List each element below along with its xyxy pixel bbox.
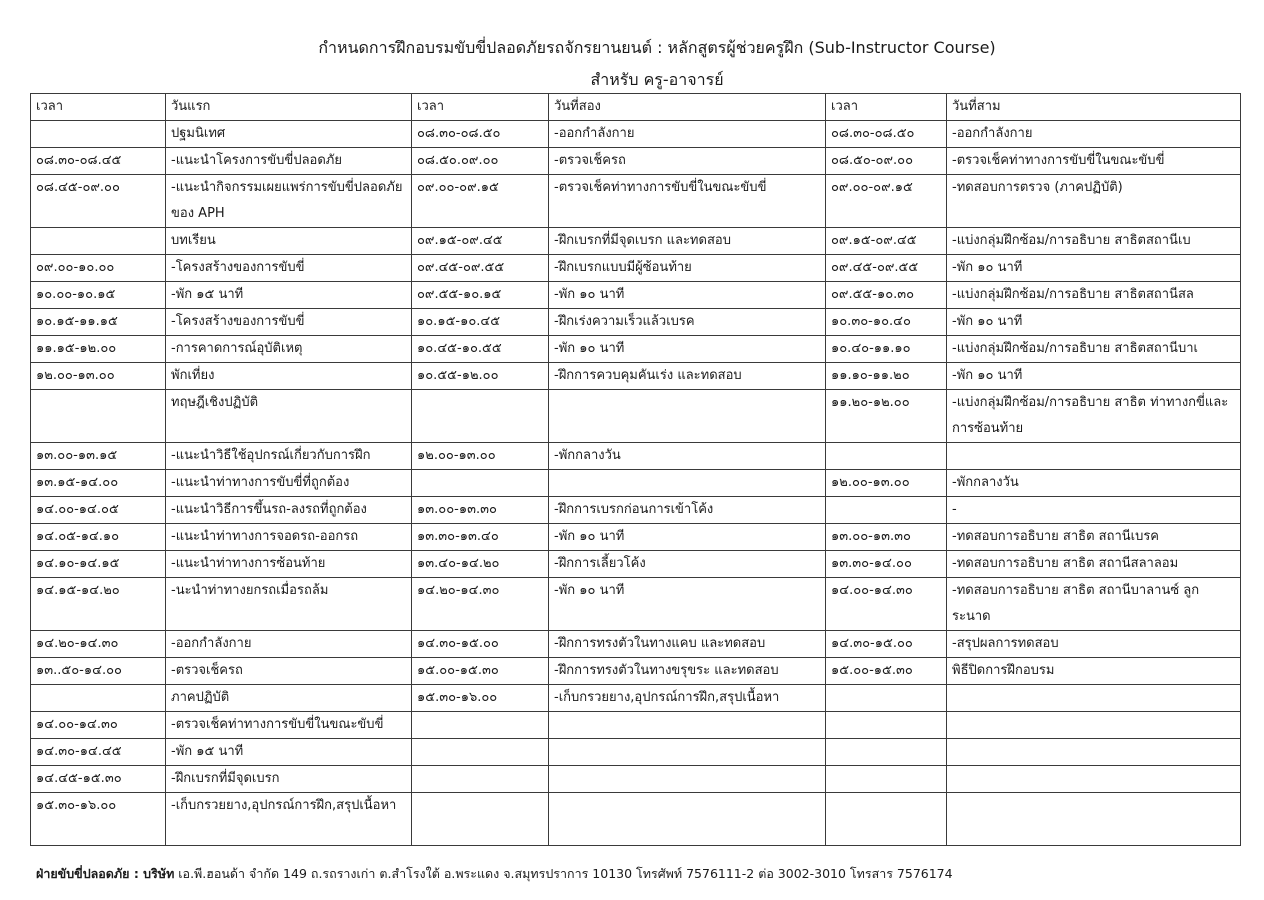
cell-activity-day1: -แนะนำท่าทางการจอดรถ-ออกรถ bbox=[166, 524, 412, 551]
cell-time-day3: ๑๑.๒๐-๑๒.๐๐ bbox=[826, 390, 947, 443]
cell-activity-day3 bbox=[947, 766, 1241, 793]
cell-activity-day3 bbox=[947, 793, 1241, 846]
cell-activity-day2: -ฝึกการเบรกก่อนการเข้าโค้ง bbox=[549, 497, 826, 524]
cell-time-day1: ๑๔.๐๐-๑๔.๓๐ bbox=[31, 712, 166, 739]
cell-time-day2: ๑๔.๒๐-๑๔.๓๐ bbox=[412, 578, 549, 631]
cell-time-day1: ๐๘.๔๕-๐๙.๐๐ bbox=[31, 175, 166, 228]
cell-activity-day2: -พัก ๑๐ นาที bbox=[549, 336, 826, 363]
cell-time-day2: ๑๓.๔๐-๑๔.๒๐ bbox=[412, 551, 549, 578]
cell-activity-day3: -พัก ๑๐ นาที bbox=[947, 309, 1241, 336]
cell-activity-day3 bbox=[947, 685, 1241, 712]
cell-activity-day3 bbox=[947, 443, 1241, 470]
footer-contact bbox=[36, 864, 953, 884]
cell-time-day3: ๐๙.๐๐-๐๙.๑๕ bbox=[826, 175, 947, 228]
cell-activity-day2: -พัก ๑๐ นาที bbox=[549, 282, 826, 309]
cell-time-day2: ๑๓.๐๐-๑๓.๓๐ bbox=[412, 497, 549, 524]
cell-time-day3: ๐๙.๔๕-๐๙.๕๕ bbox=[826, 255, 947, 282]
cell-time-day2: ๐๙.๑๕-๐๙.๔๕ bbox=[412, 228, 549, 255]
table-row bbox=[31, 793, 1241, 846]
table-row bbox=[31, 578, 1241, 631]
cell-time-day1: ๑๐.๑๕-๑๑.๑๕ bbox=[31, 309, 166, 336]
cell-time-day1: ๑๔.๐๕-๑๔.๑๐ bbox=[31, 524, 166, 551]
cell-activity-day2: -ฝึกเบรกแบบมีผู้ซ้อนท้าย bbox=[549, 255, 826, 282]
cell-time-day1 bbox=[31, 121, 166, 148]
cell-time-day3: ๐๙.๑๕-๐๙.๔๕ bbox=[826, 228, 947, 255]
cell-activity-day2 bbox=[549, 766, 826, 793]
cell-activity-day3: - bbox=[947, 497, 1241, 524]
cell-activity-day2 bbox=[549, 470, 826, 497]
cell-activity-day1: -นะนำท่าทางยกรถเมื่อรถล้ม bbox=[166, 578, 412, 631]
cell-time-day1: ๑๔.๐๐-๑๔.๐๕ bbox=[31, 497, 166, 524]
cell-time-day3: ๐๙.๕๕-๑๐.๓๐ bbox=[826, 282, 947, 309]
cell-time-day2: ๑๐.๑๕-๑๐.๔๕ bbox=[412, 309, 549, 336]
cell-activity-day2: -ฝึกเบรกที่มีจุดเบรก และทดสอบ bbox=[549, 228, 826, 255]
cell-time-day2 bbox=[412, 470, 549, 497]
cell-time-day3 bbox=[826, 497, 947, 524]
table-row bbox=[31, 470, 1241, 497]
cell-activity-day1: ภาคปฏิบัติ bbox=[166, 685, 412, 712]
cell-activity-day1: ทฤษฎีเชิงปฏิบัติ bbox=[166, 390, 412, 443]
cell-time-day3 bbox=[826, 793, 947, 846]
cell-time-day1: ๑๓..๕๐-๑๔.๐๐ bbox=[31, 658, 166, 685]
cell-time-day2: ๐๙.๔๕-๐๙.๕๕ bbox=[412, 255, 549, 282]
table-row bbox=[31, 443, 1241, 470]
cell-activity-day2: -พัก ๑๐ นาที bbox=[549, 524, 826, 551]
cell-time-day1: ๐๙.๐๐-๑๐.๐๐ bbox=[31, 255, 166, 282]
cell-time-day2: ๐๙.๕๕-๑๐.๑๕ bbox=[412, 282, 549, 309]
table-row bbox=[31, 658, 1241, 685]
cell-time-day2 bbox=[412, 739, 549, 766]
cell-time-day3 bbox=[826, 712, 947, 739]
cell-activity-day3: -ตรวจเช็คท่าทางการขับขี่ในขณะขับขี่ bbox=[947, 148, 1241, 175]
cell-activity-day2 bbox=[549, 712, 826, 739]
cell-activity-day2: -ฝึกการควบคุมคันเร่ง และทดสอบ bbox=[549, 363, 826, 390]
cell-time-day2: ๑๕.๓๐-๑๖.๐๐ bbox=[412, 685, 549, 712]
cell-time-day3 bbox=[826, 443, 947, 470]
cell-activity-day1: -ออกกำลังกาย bbox=[166, 631, 412, 658]
cell-activity-day1: -โครงสร้างของการขับขี่ bbox=[166, 309, 412, 336]
header-day1: วันแรก bbox=[166, 94, 412, 121]
cell-activity-day2: -ฝึกการทรงตัวในทางขรุขระ และทดสอบ bbox=[549, 658, 826, 685]
cell-activity-day1: -พัก ๑๕ นาที bbox=[166, 282, 412, 309]
cell-time-day2: ๑๐.๕๕-๑๒.๐๐ bbox=[412, 363, 549, 390]
cell-activity-day1: -ตรวจเช็ครถ bbox=[166, 658, 412, 685]
table-row bbox=[31, 363, 1241, 390]
cell-activity-day1: -แนะนำวิธีการขึ้นรถ-ลงรถที่ถูกต้อง bbox=[166, 497, 412, 524]
cell-time-day3: ๑๑.๑๐-๑๑.๒๐ bbox=[826, 363, 947, 390]
cell-time-day1: ๑๔.๓๐-๑๔.๔๕ bbox=[31, 739, 166, 766]
table-row bbox=[31, 497, 1241, 524]
cell-activity-day3: -ทดสอบการอธิบาย สาธิต สถานีเบรค bbox=[947, 524, 1241, 551]
cell-activity-day2: -พักกลางวัน bbox=[549, 443, 826, 470]
cell-activity-day3: -สรุปผลการทดสอบ bbox=[947, 631, 1241, 658]
cell-activity-day3: -แบ่งกลุ่มฝึกซ้อม/การอธิบาย สาธิตสถานีบาเ bbox=[947, 336, 1241, 363]
table-header-row bbox=[31, 94, 1241, 121]
cell-time-day3: ๑๓.๓๐-๑๔.๐๐ bbox=[826, 551, 947, 578]
cell-time-day2 bbox=[412, 793, 549, 846]
header-time-day2: เวลา bbox=[412, 94, 549, 121]
cell-activity-day2: -ฝึกการทรงตัวในทางแคบ และทดสอบ bbox=[549, 631, 826, 658]
cell-time-day2: ๑๔.๓๐-๑๕.๐๐ bbox=[412, 631, 549, 658]
header-day3: วันที่สาม bbox=[947, 94, 1241, 121]
cell-activity-day3: -ทดสอบการตรวจ (ภาคปฏิบัติ) bbox=[947, 175, 1241, 228]
cell-activity-day2: -เก็บกรวยยาง,อุปกรณ์การฝึก,สรุปเนื้อหา bbox=[549, 685, 826, 712]
cell-activity-day1: -แนะนำท่าทางการซ้อนท้าย bbox=[166, 551, 412, 578]
cell-time-day3: ๐๘.๓๐-๐๘.๕๐ bbox=[826, 121, 947, 148]
cell-time-day2: ๑๐.๔๕-๑๐.๕๕ bbox=[412, 336, 549, 363]
cell-activity-day2: -ตรวจเช็ครถ bbox=[549, 148, 826, 175]
table-row bbox=[31, 282, 1241, 309]
cell-activity-day1: -แนะนำวิธีใช้อุปกรณ์เกี่ยวกับการฝึก bbox=[166, 443, 412, 470]
header-time-day1: เวลา bbox=[31, 94, 166, 121]
cell-activity-day3: -แบ่งกลุ่มฝึกซ้อม/การอธิบาย สาธิตสถานีเบ bbox=[947, 228, 1241, 255]
cell-activity-day1: -ฝึกเบรกที่มีจุดเบรก bbox=[166, 766, 412, 793]
table-row bbox=[31, 712, 1241, 739]
table-row bbox=[31, 631, 1241, 658]
cell-time-day3: ๑๓.๐๐-๑๓.๓๐ bbox=[826, 524, 947, 551]
cell-activity-day1: ปฐมนิเทศ bbox=[166, 121, 412, 148]
cell-activity-day2: -พัก ๑๐ นาที bbox=[549, 578, 826, 631]
header-day2: วันที่สอง bbox=[549, 94, 826, 121]
cell-activity-day1: พักเที่ยง bbox=[166, 363, 412, 390]
cell-time-day1: ๑๒.๐๐-๑๓.๐๐ bbox=[31, 363, 166, 390]
cell-time-day3 bbox=[826, 739, 947, 766]
cell-time-day3: ๑๒.๐๐-๑๓.๐๐ bbox=[826, 470, 947, 497]
cell-time-day3: ๑๐.๓๐-๑๐.๔๐ bbox=[826, 309, 947, 336]
cell-time-day1: ๑๑.๑๕-๑๒.๐๐ bbox=[31, 336, 166, 363]
cell-activity-day2 bbox=[549, 390, 826, 443]
footer-label: ฝ่ายขับขี่ปลอดภัย : บริษัท bbox=[36, 866, 175, 881]
cell-activity-day3: -พักกลางวัน bbox=[947, 470, 1241, 497]
cell-time-day1: ๑๔.๑๕-๑๔.๒๐ bbox=[31, 578, 166, 631]
table-row bbox=[31, 255, 1241, 282]
cell-time-day1: ๑๓.๑๕-๑๔.๐๐ bbox=[31, 470, 166, 497]
table-row bbox=[31, 551, 1241, 578]
cell-activity-day2: -ฝึกเร่งความเร็วแล้วเบรค bbox=[549, 309, 826, 336]
cell-activity-day2: -ตรวจเช็คท่าทางการขับขี่ในขณะขับขี่ bbox=[549, 175, 826, 228]
cell-time-day1 bbox=[31, 390, 166, 443]
cell-activity-day3: -ออกกำลังกาย bbox=[947, 121, 1241, 148]
cell-activity-day3: -แบ่งกลุ่มฝึกซ้อม/การอธิบาย สาธิตสถานีสล bbox=[947, 282, 1241, 309]
cell-activity-day1: -แนะนำท่าทางการขับขี่ที่ถูกต้อง bbox=[166, 470, 412, 497]
table-row bbox=[31, 175, 1241, 228]
cell-time-day3: ๑๔.๐๐-๑๔.๓๐ bbox=[826, 578, 947, 631]
cell-time-day3: ๑๐.๔๐-๑๑.๑๐ bbox=[826, 336, 947, 363]
cell-time-day2: ๑๒.๐๐-๑๓.๐๐ bbox=[412, 443, 549, 470]
cell-time-day3: ๐๘.๕๐-๐๙.๐๐ bbox=[826, 148, 947, 175]
cell-time-day3 bbox=[826, 766, 947, 793]
table-row bbox=[31, 390, 1241, 443]
cell-activity-day3: -พัก ๑๐ นาที bbox=[947, 255, 1241, 282]
table-row bbox=[31, 148, 1241, 175]
cell-activity-day3: พิธีปิดการฝึกอบรม bbox=[947, 658, 1241, 685]
cell-activity-day1: -โครงสร้างของการขับขี่ bbox=[166, 255, 412, 282]
cell-time-day3 bbox=[826, 685, 947, 712]
cell-time-day2 bbox=[412, 712, 549, 739]
cell-time-day2 bbox=[412, 766, 549, 793]
cell-activity-day3: -พัก ๑๐ นาที bbox=[947, 363, 1241, 390]
cell-activity-day2: -ฝึกการเลี้ยวโค้ง bbox=[549, 551, 826, 578]
cell-activity-day1: -เก็บกรวยยาง,อุปกรณ์การฝึก,สรุปเนื้อหา bbox=[166, 793, 412, 846]
cell-time-day1 bbox=[31, 685, 166, 712]
cell-activity-day1: -การคาดการณ์อุบัติเหตุ bbox=[166, 336, 412, 363]
cell-activity-day2 bbox=[549, 739, 826, 766]
cell-activity-day3 bbox=[947, 712, 1241, 739]
cell-activity-day1: บทเรียน bbox=[166, 228, 412, 255]
cell-time-day1 bbox=[31, 228, 166, 255]
cell-activity-day3 bbox=[947, 739, 1241, 766]
cell-activity-day2 bbox=[549, 793, 826, 846]
cell-time-day1: ๑๐.๐๐-๑๐.๑๕ bbox=[31, 282, 166, 309]
table-row bbox=[31, 685, 1241, 712]
document-subtitle: สำหรับ ครู-อาจารย์ bbox=[590, 70, 724, 89]
cell-time-day2: ๐๘.๕๐.๐๙.๐๐ bbox=[412, 148, 549, 175]
cell-activity-day3: -ทดสอบการอธิบาย สาธิต สถานีบาลานซ์ ลูกระนาด bbox=[947, 578, 1241, 631]
cell-activity-day1: -แนะนำกิจกรรมเผยแพร่การขับขี่ปลอดภัยของ APH bbox=[166, 175, 412, 228]
cell-time-day2 bbox=[412, 390, 549, 443]
cell-activity-day1: -ตรวจเช็คท่าทางการขับขี่ในขณะขับขี่ bbox=[166, 712, 412, 739]
cell-time-day1: ๐๘.๓๐-๐๘.๔๕ bbox=[31, 148, 166, 175]
table-row bbox=[31, 524, 1241, 551]
cell-activity-day2: -ออกกำลังกาย bbox=[549, 121, 826, 148]
cell-time-day1: ๑๔.๑๐-๑๔.๑๕ bbox=[31, 551, 166, 578]
cell-time-day2: ๑๓.๓๐-๑๓.๔๐ bbox=[412, 524, 549, 551]
cell-activity-day3: -ทดสอบการอธิบาย สาธิต สถานีสลาลอม bbox=[947, 551, 1241, 578]
header-time-day3: เวลา bbox=[826, 94, 947, 121]
table-row bbox=[31, 336, 1241, 363]
cell-time-day3: ๑๔.๓๐-๑๕.๐๐ bbox=[826, 631, 947, 658]
table-row bbox=[31, 121, 1241, 148]
document-title: กำหนดการฝึกอบรมขับขี่ปลอดภัยรถจักรยานยนต์ : หลักสูตรผู้ช่วยครูฝึก (Sub-Instructor Course) bbox=[318, 38, 996, 57]
cell-time-day1: ๑๕.๓๐-๑๖.๐๐ bbox=[31, 793, 166, 846]
cell-time-day2: ๑๕.๐๐-๑๕.๓๐ bbox=[412, 658, 549, 685]
cell-time-day2: ๐๙.๐๐-๐๙.๑๕ bbox=[412, 175, 549, 228]
schedule-table bbox=[30, 93, 1241, 846]
table-row bbox=[31, 766, 1241, 793]
cell-activity-day3: -แบ่งกลุ่มฝึกซ้อม/การอธิบาย สาธิต ท่าทางกขี่และการซ้อนท้าย bbox=[947, 390, 1241, 443]
footer-address: เอ.พี.ฮอนด้า จำกัด 149 ถ.รถรางเก่า ต.สำโรงใต้ อ.พระแดง จ.สมุทรปราการ 10130 โทรศัพท์ 7576111-2 ต่อ 3002-3010 โทรสาร 7576174 bbox=[174, 866, 953, 881]
cell-activity-day1: -แนะนำโครงการขับขี่ปลอดภัย bbox=[166, 148, 412, 175]
table-row bbox=[31, 739, 1241, 766]
table-row bbox=[31, 228, 1241, 255]
cell-time-day1: ๑๔.๒๐-๑๔.๓๐ bbox=[31, 631, 166, 658]
cell-activity-day1: -พัก ๑๕ นาที bbox=[166, 739, 412, 766]
table-row bbox=[31, 309, 1241, 336]
cell-time-day2: ๐๘.๓๐-๐๘.๕๐ bbox=[412, 121, 549, 148]
cell-time-day1: ๑๔.๔๕-๑๕.๓๐ bbox=[31, 766, 166, 793]
cell-time-day3: ๑๕.๐๐-๑๕.๓๐ bbox=[826, 658, 947, 685]
cell-time-day1: ๑๓.๐๐-๑๓.๑๕ bbox=[31, 443, 166, 470]
